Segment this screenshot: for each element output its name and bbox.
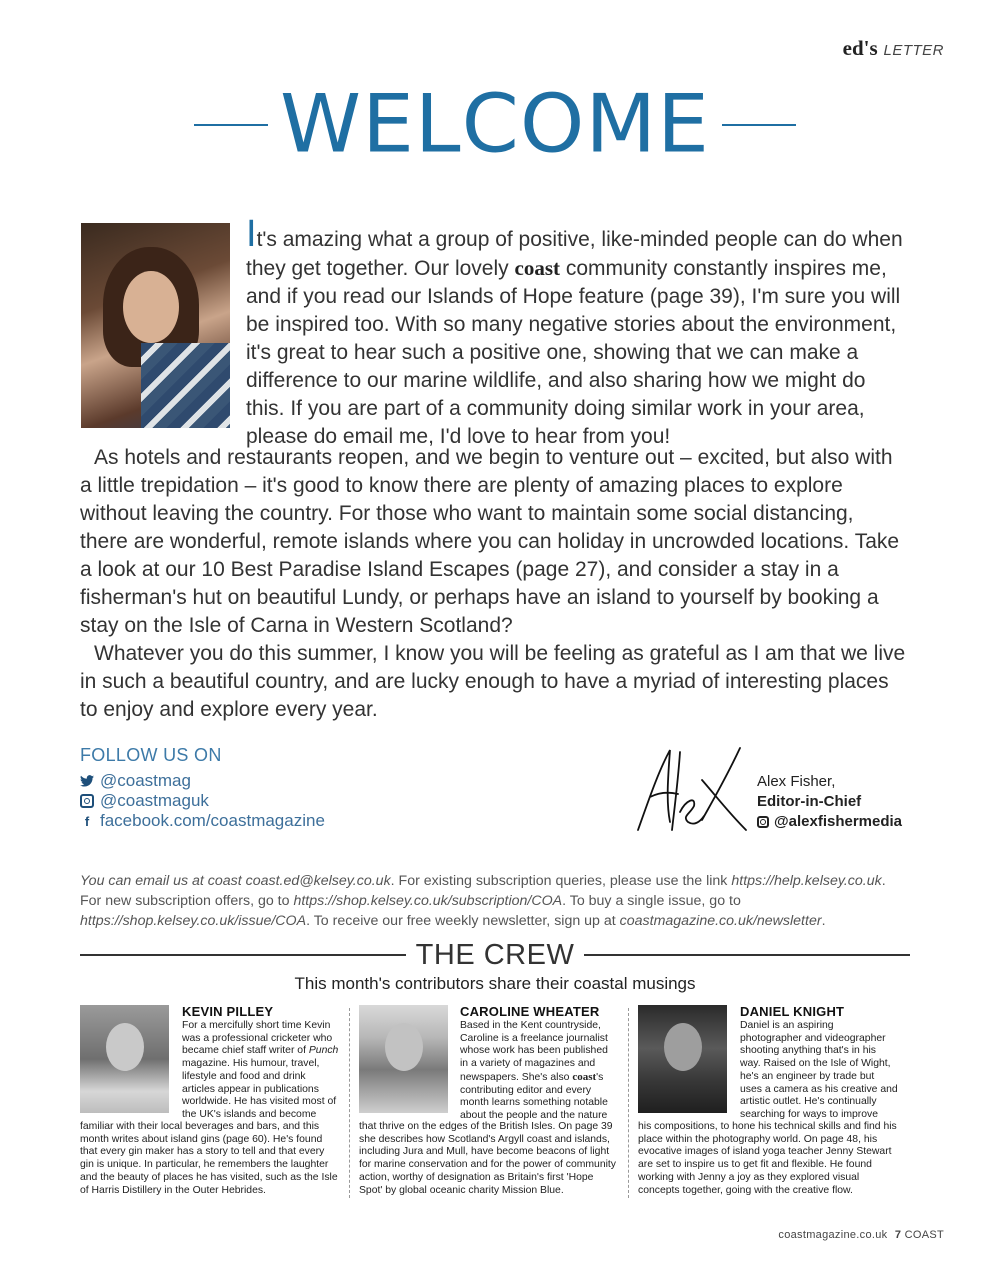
signoff-handle: @alexfishermedia	[774, 813, 903, 830]
contact-text: . To buy a single issue, go to	[562, 893, 741, 910]
signoff-name: Alex Fisher,	[757, 773, 836, 790]
bio-text: magazine. His humour, travel, lifestyle and food and drink articles appear in publications worldwide. He has visited most of the UK's islands and become	[182, 1058, 337, 1120]
editor-signature	[630, 742, 750, 834]
footer-page-number: 7	[894, 1229, 902, 1241]
caroline-photo	[359, 1005, 448, 1113]
letter-text: community constantly inspires me, and if you read our Islands of Hope feature (page 39), I'm sure you will be inspired too. With so many negative stories about the environment, it's great to hear such a positive one, showing that we can make a difference to our marine wildlife, and also sharing how we might do this. If you are part of a community doing similar work in your area, please do email me, I'd love to hear from you!	[246, 257, 901, 448]
contact-issue-link[interactable]: https://shop.kelsey.co.uk/issue/COA	[80, 913, 307, 930]
editor-photo	[81, 223, 230, 428]
signoff-handle-link[interactable]	[757, 813, 902, 830]
kevin-bio-top	[182, 1020, 340, 1122]
page-footer	[778, 1229, 944, 1241]
contact-text: . For new subscription offers, go to	[80, 873, 886, 910]
footer-brand: COAST	[904, 1229, 944, 1241]
caroline-bio-bottom: that thrive on the edges of the British Isles. On page 39 she describes how Scotland's Argyll coast and islands, including Jura and Mull, have become beacons of light for marine conservation and for the power of community action, worthy of designation as Britain's first 'Hope Spot' by global oceanic charity Mission Blue.	[359, 1121, 617, 1196]
bio-text: Based in the Kent countryside, Caroline is a freelance journalist whose work has been published in a variety of magazines and newspapers. She's also	[460, 1020, 608, 1083]
kevin-name: KEVIN PILLEY	[182, 1004, 274, 1019]
facebook-icon: f	[84, 813, 90, 829]
crew-divider	[349, 1008, 350, 1198]
daniel-bio-top: Daniel is an aspiring photographer and videographer shooting anything that's in his way. Raised on the Isle of Wight, he's an engineer by trade but uses a camera as his creative and artistic outlet. He's continually searching for ways to improve	[740, 1020, 898, 1120]
footer-site: coastmagazine.co.uk	[778, 1229, 888, 1241]
instagram-handle: @coastmaguk	[100, 791, 209, 810]
instagram-icon	[80, 794, 94, 808]
contact-subscription-link[interactable]: https://shop.kelsey.co.uk/subscription/COA	[293, 893, 563, 910]
caroline-bio-top	[460, 1020, 618, 1123]
title-row	[0, 77, 990, 172]
daniel-bio-bottom: his compositions, to hone his technical skills and find his place within the photography world. On page 48, his evocative images of island yoga teacher Jenny Stewart are set to inspire us to get fit and flexible. He found working with Jenny a joy as they explored visual concepts together, going with the creative flow.	[638, 1121, 897, 1196]
contact-email[interactable]: You can email us at coast coast.ed@kelsey.co.uk	[80, 873, 391, 890]
letter-paragraph-3: Whatever you do this summer, I know you will be feeling as grateful as I am that we live in such a beautiful country, and are lucky enough to have a myriad of interesting places to enjoy and explore every year.	[80, 642, 906, 721]
letter-paragraph-1	[246, 213, 906, 451]
kevin-photo	[80, 1005, 169, 1113]
contact-text: .	[821, 913, 826, 930]
social-facebook-link[interactable]	[80, 811, 325, 831]
title-dash-left	[194, 124, 268, 126]
punch-title: Punch	[308, 1045, 339, 1057]
contact-note	[80, 871, 910, 931]
social-instagram-link[interactable]	[80, 791, 209, 811]
bio-text: 's contributing editor and every month learns something notable about the people and the nature	[460, 1071, 608, 1121]
caroline-name: CAROLINE WHEATER	[460, 1004, 600, 1019]
contact-text: . For existing subscription queries, please use the link	[390, 873, 732, 890]
drop-cap: I	[246, 213, 257, 255]
title-dash-right	[722, 124, 796, 126]
follow-heading: FOLLOW US ON	[80, 745, 222, 765]
twitter-handle: @coastmag	[100, 771, 191, 790]
crew-divider	[628, 1008, 629, 1198]
section-tag-eds: ed's	[842, 36, 878, 60]
kevin-bio-bottom: familiar with their local beverages and bars, and this month writes about island gins (page 60). He's found that every gin maker has a story to tell and that every gin is unique. In particular, he remembers the laughter and the beauty of places he has visited, such as the Isle of Harris Distillery in the Outer Hebrides.	[80, 1121, 338, 1196]
brand-coast: coast	[514, 256, 560, 280]
page-title: WELCOME	[280, 77, 710, 172]
crew-rule-left	[80, 954, 406, 956]
brand-coast: coast	[572, 1070, 597, 1083]
section-tag	[843, 36, 944, 61]
contact-text: . To receive our free weekly newsletter, sign up at	[306, 913, 620, 930]
letter-text: t's amazing what a group of positive, like-minded people can do when they get together. Our lovely	[246, 228, 903, 280]
daniel-photo	[638, 1005, 727, 1113]
crew-title: THE CREW	[415, 938, 575, 971]
crew-rule-right	[584, 954, 910, 956]
social-twitter-link[interactable]	[80, 771, 191, 791]
facebook-url: facebook.com/coastmagazine	[100, 811, 325, 830]
bio-text: For a mercifully short time Kevin was a professional cricketer who became chief staff writer of	[182, 1020, 333, 1057]
letter-paragraph-2: As hotels and restaurants reopen, and we begin to venture out – excited, but also with a little trepidation – it's good to know there are plenty of amazing places to explore without leaving the country. For those who want to maintain some social distancing, there are wonderful, remote islands where you can holiday in uncrowded locations. Take a look at our 10 Best Paradise Island Escapes (page 27), and consider a stay in a fisherman's hut on beautiful Lundy, or perhaps have an island to yourself by booking a stay on the Isle of Carna in Western Scotland?	[80, 446, 900, 637]
signoff-role: Editor-in-Chief	[757, 793, 862, 810]
daniel-name: DANIEL KNIGHT	[740, 1004, 845, 1019]
section-tag-letter: LETTER	[883, 42, 944, 59]
crew-heading-row	[80, 940, 910, 970]
twitter-icon	[80, 774, 94, 788]
crew-subtitle: This month's contributors share their coastal musings	[294, 974, 696, 993]
contact-newsletter-link[interactable]: coastmagazine.co.uk/newsletter	[619, 913, 822, 930]
contact-help-link[interactable]: https://help.kelsey.co.uk	[731, 873, 882, 890]
instagram-icon	[757, 816, 769, 828]
